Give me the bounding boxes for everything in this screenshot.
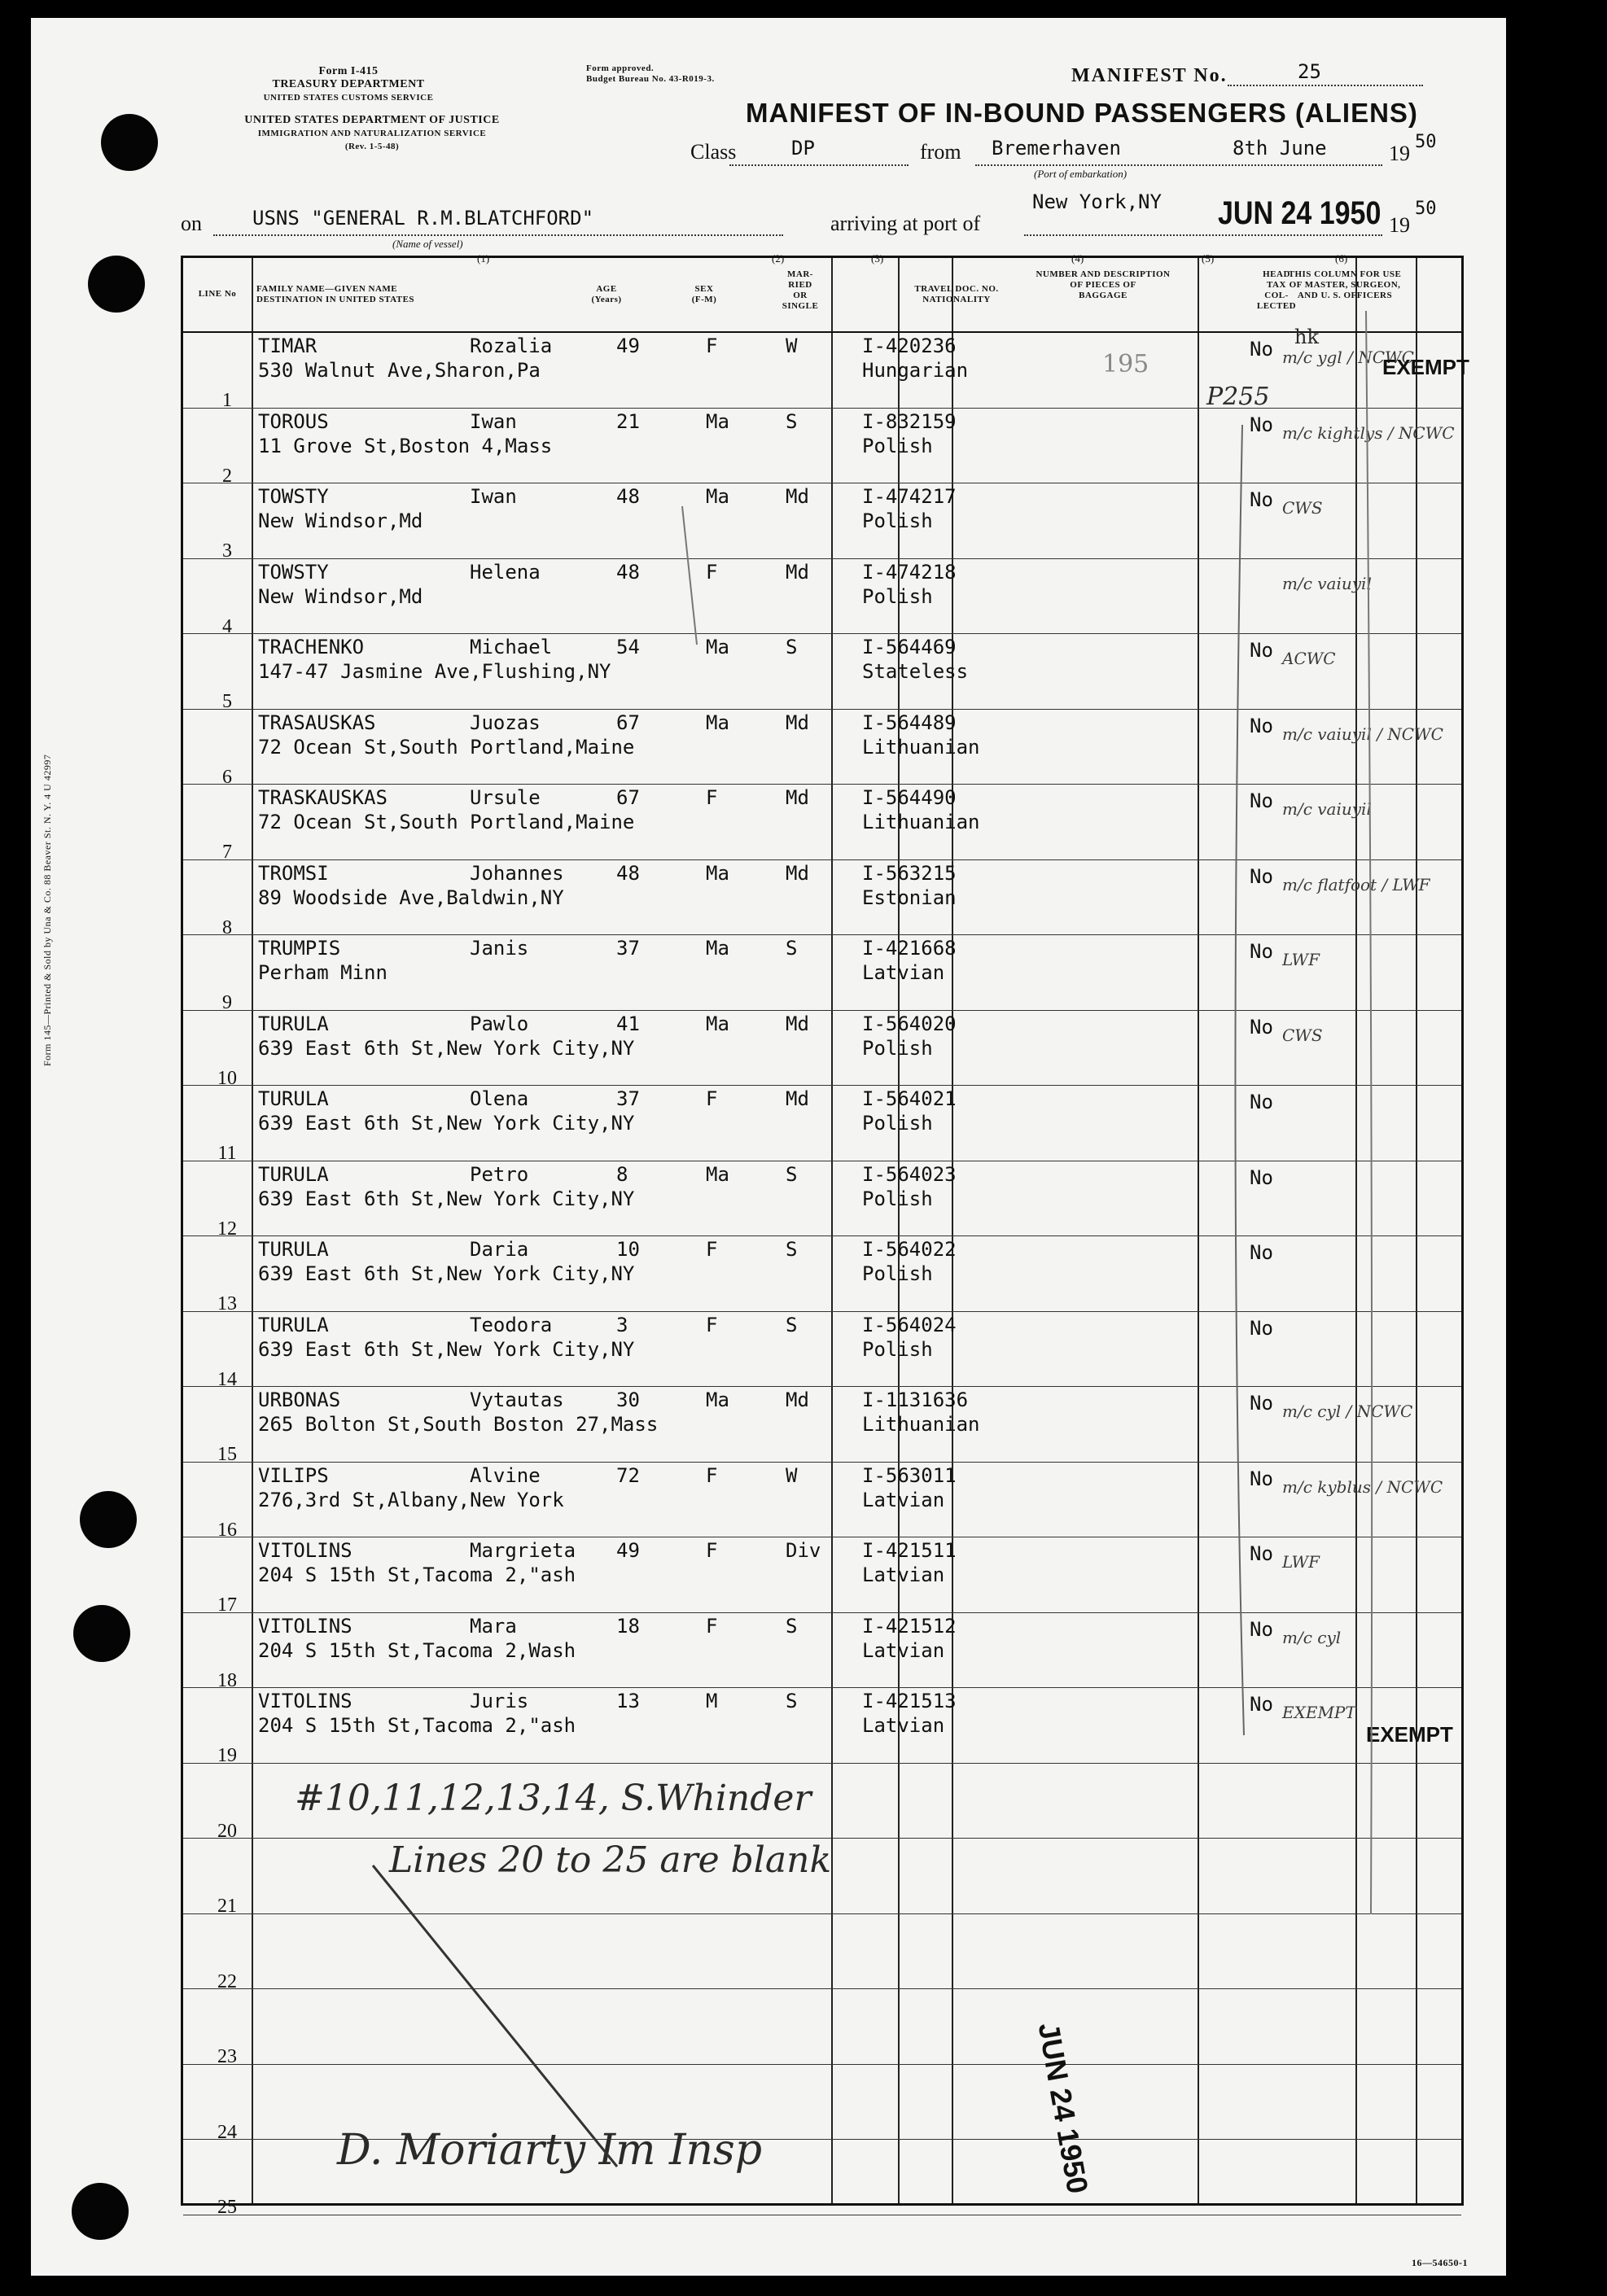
marital-status: Md [786, 786, 809, 809]
departure-date: 8th June [1233, 137, 1327, 160]
officer-note: EXEMPT [1282, 1703, 1356, 1722]
from-value: Bremerhaven [992, 137, 1121, 160]
code-p: P255 [1206, 383, 1270, 411]
head-tax: No [1250, 1392, 1273, 1415]
nationality: Latvian [862, 1488, 945, 1511]
manifest-page [31, 18, 1506, 2276]
col-header-name: FAMILY NAME—GIVEN NAME DESTINATION IN UNITED STATES [256, 284, 415, 304]
printer-imprint: Form 145—Printed & Sold by Una & Co. 88 Beaver St. N. Y. 4 U 42997 [42, 754, 53, 1066]
given-name: Daria [470, 1238, 529, 1261]
age: 48 [616, 485, 640, 508]
col-num-2: (2) [772, 252, 785, 265]
marital-status: S [786, 1614, 798, 1638]
baggage-number: 195 [1102, 350, 1149, 378]
line-number: 7 [222, 842, 232, 863]
sex: F [706, 1087, 718, 1110]
year-prefix: 19 [1389, 142, 1410, 165]
exempt-stamp: EXEMPT [1382, 355, 1469, 379]
officer-note: m/c vaiuyil [1282, 799, 1372, 819]
age: 67 [616, 786, 640, 809]
marital-status: W [786, 335, 798, 357]
arrival-year-prefix: 19 [1389, 213, 1410, 237]
sex: Ma [706, 711, 729, 734]
hk-mark: hk [1294, 326, 1319, 348]
officer-note: CWS [1282, 498, 1323, 518]
destination: 11 Grove St,Boston 4,Mass [258, 434, 553, 457]
port-embark-note: (Port of embarkation) [1034, 168, 1128, 180]
sex: M [706, 1690, 718, 1712]
travel-doc-number: I-1131636 [862, 1389, 969, 1411]
col-num-1: (1) [477, 252, 490, 265]
given-name: Iwan [470, 409, 517, 433]
destination: 265 Bolton St,South Boston 27,Mass [258, 1413, 659, 1436]
family-name: TURULA [258, 1162, 329, 1186]
travel-doc-number: I-421511 [862, 1539, 957, 1562]
line-number: 25 [217, 2197, 237, 2218]
given-name: Juris [470, 1690, 529, 1712]
nationality: Polish [862, 509, 933, 532]
col-header-married: MAR- RIED OR SINGLE [782, 269, 819, 311]
destination: New Windsor,Md [258, 584, 423, 608]
line-number: 23 [217, 2046, 237, 2067]
head-tax: No [1250, 789, 1273, 812]
age: 8 [616, 1162, 628, 1186]
marital-status: Md [786, 1087, 809, 1110]
marital-status: Md [786, 1012, 809, 1035]
sex: Ma [706, 1012, 729, 1035]
class-value: DP [791, 137, 815, 160]
given-name: Teodora [470, 1313, 553, 1336]
nationality: Polish [862, 1112, 933, 1135]
family-name: VITOLINS [258, 1614, 352, 1638]
sex: Ma [706, 1389, 729, 1411]
col-num-3: (3) [871, 252, 884, 265]
sex: Ma [706, 409, 729, 433]
age: 10 [616, 1238, 640, 1261]
pencil-marks [31, 18, 1506, 2276]
age: 30 [616, 1389, 640, 1411]
family-name: TROMSI [258, 861, 329, 885]
given-name: Helena [470, 560, 541, 584]
vessel-name: USNS "GENERAL R.M.BLATCHFORD" [252, 207, 594, 230]
marital-status: W [786, 1463, 798, 1487]
head-tax: No [1250, 413, 1273, 436]
sex: F [706, 560, 718, 584]
col-num-5: (5) [1202, 252, 1215, 265]
nationality: Lithuanian [862, 735, 980, 759]
line-number: 18 [217, 1669, 237, 1691]
travel-doc-number: I-564023 [862, 1162, 957, 1186]
travel-doc-number: I-563011 [862, 1463, 957, 1487]
marital-status: Md [786, 711, 809, 734]
family-name: TOROUS [258, 409, 329, 433]
given-name: Olena [470, 1087, 529, 1110]
travel-doc-number: I-564490 [862, 786, 957, 809]
family-name: TRASKAUSKAS [258, 786, 388, 809]
nationality: Latvian [862, 1714, 945, 1737]
family-name: TRASAUSKAS [258, 711, 376, 734]
sex: F [706, 1238, 718, 1261]
line-number: 6 [222, 766, 232, 788]
customs-service: UNITED STATES CUSTOMS SERVICE [263, 93, 434, 103]
nationality: Hungarian [862, 359, 969, 382]
line-number: 24 [217, 2121, 237, 2143]
nationality: Latvian [862, 961, 945, 984]
destination: 639 East 6th St,New York City,NY [258, 1112, 635, 1135]
manifest-label: MANIFEST No. [1071, 65, 1228, 86]
col-header-travel: TRAVEL DOC. NO. NATIONALITY [914, 284, 999, 304]
given-name: Mara [470, 1614, 517, 1638]
age: 54 [616, 636, 640, 658]
budget-bureau: Budget Bureau No. 43-R019-3. [586, 74, 715, 84]
marital-status: Md [786, 485, 809, 508]
age: 49 [616, 1539, 640, 1562]
exempt-stamp: EXEMPT [1366, 1722, 1453, 1747]
head-tax: No [1250, 488, 1273, 511]
arrival-date-stamp: JUN 24 1950 [1218, 195, 1381, 231]
col-header-line: LINE No [198, 289, 237, 299]
travel-doc-number: I-564489 [862, 711, 957, 734]
vessel-note: (Name of vessel) [392, 238, 463, 250]
travel-doc-number: I-563215 [862, 861, 957, 885]
given-name: Pawlo [470, 1012, 529, 1035]
nationality: Latvian [862, 1563, 945, 1586]
nationality: Polish [862, 1337, 933, 1361]
head-tax: No [1250, 639, 1273, 662]
age: 48 [616, 861, 640, 885]
form-approved: Form approved. [586, 63, 655, 73]
line-number: 20 [217, 1820, 237, 1842]
travel-doc-number: I-564022 [862, 1238, 957, 1261]
age: 18 [616, 1614, 640, 1638]
head-tax: No [1250, 338, 1273, 361]
nationality: Polish [862, 1036, 933, 1060]
travel-doc-number: I-474217 [862, 485, 957, 508]
handwritten-line20: #10,11,12,13,14, S.Whinder [295, 1778, 812, 1819]
family-name: VITOLINS [258, 1690, 352, 1712]
col-num-6: (6) [1335, 252, 1348, 265]
sex: Ma [706, 861, 729, 885]
line-number: 8 [222, 916, 232, 938]
officer-note: LWF [1282, 950, 1320, 969]
arrival-port: New York,NY [1032, 190, 1162, 213]
officer-note: m/c kyblus / NCWC [1282, 1476, 1443, 1497]
travel-doc-number: I-564469 [862, 636, 957, 658]
age: 37 [616, 937, 640, 960]
col-header-baggage: NUMBER AND DESCRIPTION OF PIECES OF BAGGAGE [1036, 269, 1171, 300]
marital-status: S [786, 409, 798, 433]
family-name: TURULA [258, 1313, 329, 1336]
sex: F [706, 1463, 718, 1487]
destination: New Windsor,Md [258, 509, 423, 532]
given-name: Vytautas [470, 1389, 564, 1411]
given-name: Ursule [470, 786, 541, 809]
head-tax: No [1250, 1316, 1273, 1340]
line-number: 2 [222, 465, 232, 487]
manifest-number: 25 [1298, 60, 1321, 83]
handwritten-line21: Lines 20 to 25 are blank [389, 1839, 832, 1881]
given-name: Petro [470, 1162, 529, 1186]
sex: Ma [706, 1162, 729, 1186]
marital-status: S [786, 1162, 798, 1186]
destination: 89 Woodside Ave,Baldwin,NY [258, 886, 564, 909]
head-tax: No [1250, 1015, 1273, 1039]
travel-doc-number: I-564024 [862, 1313, 957, 1336]
sex: Ma [706, 485, 729, 508]
treasury-dept: TREASURY DEPARTMENT [272, 78, 425, 90]
destination: 530 Walnut Ave,Sharon,Pa [258, 359, 541, 382]
line-number: 14 [217, 1368, 237, 1390]
officer-note: m/c ygl / NCWC [1282, 348, 1414, 367]
given-name: Johannes [470, 861, 564, 885]
destination: 204 S 15th St,Tacoma 2,Wash [258, 1638, 576, 1662]
col-num-4: (4) [1071, 252, 1084, 265]
form-number: Form I-415 [318, 65, 379, 77]
age: 48 [616, 560, 640, 584]
age: 21 [616, 409, 640, 433]
nationality: Lithuanian [862, 811, 980, 833]
officer-note: CWS [1282, 1025, 1323, 1045]
sex: F [706, 786, 718, 809]
marital-status: Md [786, 861, 809, 885]
travel-doc-number: I-420236 [862, 335, 957, 357]
given-name: Janis [470, 937, 529, 960]
line-number: 22 [217, 1970, 237, 1992]
line-number: 19 [217, 1745, 237, 1766]
destination: 639 East 6th St,New York City,NY [258, 1187, 635, 1210]
destination: 147-47 Jasmine Ave,Flushing,NY [258, 660, 611, 683]
travel-doc-number: I-421512 [862, 1614, 957, 1638]
line-number: 5 [222, 691, 232, 712]
family-name: TURULA [258, 1087, 329, 1110]
line-number: 4 [222, 615, 232, 637]
given-name: Michael [470, 636, 553, 658]
travel-doc-number: I-421668 [862, 937, 957, 960]
travel-doc-number: I-474218 [862, 560, 957, 584]
destination: 204 S 15th St,Tacoma 2,"ash [258, 1563, 576, 1586]
head-tax: No [1250, 1467, 1273, 1490]
officer-note: LWF [1282, 1552, 1320, 1572]
given-name: Rozalia [470, 335, 553, 357]
col-header-age: AGE (Years) [591, 284, 622, 304]
sex: F [706, 1614, 718, 1638]
nationality: Polish [862, 1187, 933, 1210]
arriving-label: arriving at port of [830, 212, 981, 235]
line-number: 3 [222, 540, 232, 562]
marital-status: Md [786, 560, 809, 584]
age: 49 [616, 335, 640, 357]
nationality: Stateless [862, 660, 969, 683]
line-number: 1 [222, 390, 232, 411]
sex: Ma [706, 636, 729, 658]
travel-doc-number: I-564021 [862, 1087, 957, 1110]
officer-note: m/c kightlys / NCWC [1282, 422, 1455, 443]
given-name: Alvine [470, 1463, 541, 1487]
sex: F [706, 335, 718, 357]
nationality: Polish [862, 434, 933, 457]
family-name: TURULA [258, 1012, 329, 1035]
sex: F [706, 1313, 718, 1336]
nationality: Polish [862, 1262, 933, 1285]
nationality: Estonian [862, 886, 957, 909]
travel-doc-number: I-832159 [862, 409, 957, 433]
destination: Perham Minn [258, 961, 388, 984]
family-name: TOWSTY [258, 485, 329, 508]
marital-status: Md [786, 1389, 809, 1411]
revision: (Rev. 1-5-48) [344, 142, 400, 151]
line-number: 10 [217, 1067, 237, 1089]
travel-doc-number: I-421513 [862, 1690, 957, 1712]
given-name: Iwan [470, 485, 517, 508]
age: 67 [616, 711, 640, 734]
from-label: from [920, 140, 961, 164]
line-number: 9 [222, 992, 232, 1013]
destination: 72 Ocean St,South Portland,Maine [258, 811, 635, 833]
given-name: Juozas [470, 711, 541, 734]
age: 72 [616, 1463, 640, 1487]
head-tax: No [1250, 1165, 1273, 1189]
given-name: Margrieta [470, 1539, 576, 1562]
marital-status: Div [786, 1539, 821, 1562]
nationality: Latvian [862, 1638, 945, 1662]
head-tax: No [1250, 1091, 1273, 1113]
destination: 639 East 6th St,New York City,NY [258, 1337, 635, 1361]
officer-note: m/c flatfoot / LWF [1282, 874, 1430, 894]
officer-note: m/c vaiuyil [1282, 573, 1372, 593]
officer-note: m/c vaiuyil / NCWC [1282, 724, 1443, 744]
travel-doc-number: I-564020 [862, 1012, 957, 1035]
line-number: 17 [217, 1594, 237, 1616]
line-number: 16 [217, 1519, 237, 1541]
family-name: TIMAR [258, 335, 317, 357]
age: 41 [616, 1012, 640, 1035]
officer-note: ACWC [1282, 649, 1336, 668]
head-tax: No [1250, 1617, 1273, 1641]
destination: 639 East 6th St,New York City,NY [258, 1262, 635, 1285]
arrival-year-suffix: 50 [1415, 199, 1437, 219]
head-tax: No [1250, 714, 1273, 737]
family-name: TOWSTY [258, 560, 329, 584]
destination: 72 Ocean St,South Portland,Maine [258, 735, 635, 759]
footer-code: 16—54650-1 [1412, 2257, 1468, 2268]
age: 13 [616, 1690, 640, 1712]
family-name: TRUMPIS [258, 937, 341, 960]
line-number: 15 [217, 1444, 237, 1465]
head-tax: No [1250, 1693, 1273, 1716]
col-header-headtax: HEAD TAX COL- LECTED [1256, 269, 1297, 311]
on-label: on [181, 212, 202, 235]
officer-note: m/c cyl / NCWC [1282, 1402, 1413, 1421]
age: 37 [616, 1087, 640, 1110]
line-number: 21 [217, 1896, 237, 1917]
family-name: VILIPS [258, 1463, 329, 1487]
head-tax: No [1250, 1542, 1273, 1565]
family-name: VITOLINS [258, 1539, 352, 1562]
marital-status: S [786, 1690, 798, 1712]
col-header-officers: THIS COLUMN FOR USE OF MASTER, SURGEON, AND U. S. OFFICERS [1288, 269, 1402, 300]
family-name: URBONAS [258, 1389, 341, 1411]
date-stamp: JUN 24 1950 [1031, 2020, 1095, 2197]
destination: 276,3rd St,Albany,New York [258, 1488, 564, 1511]
nationality: Lithuanian [862, 1413, 980, 1436]
nationality: Polish [862, 584, 933, 608]
destination: 204 S 15th St,Tacoma 2,"ash [258, 1714, 576, 1737]
line-number: 12 [217, 1218, 237, 1240]
inspector-signature: D. Moriarty Im Insp [337, 2126, 762, 2175]
line-number: 11 [217, 1143, 237, 1164]
line-number: 13 [217, 1293, 237, 1314]
officer-note: m/c cyl [1282, 1627, 1342, 1647]
marital-status: S [786, 937, 798, 960]
destination: 639 East 6th St,New York City,NY [258, 1036, 635, 1060]
marital-status: S [786, 1238, 798, 1261]
justice-dept: UNITED STATES DEPARTMENT OF JUSTICE [244, 114, 500, 126]
age: 3 [616, 1313, 628, 1336]
head-tax: No [1250, 864, 1273, 888]
col-header-sex: SEX (F-M) [691, 284, 717, 304]
marital-status: S [786, 1313, 798, 1336]
class-label: Class [690, 140, 737, 164]
manifest-title: MANIFEST OF IN-BOUND PASSENGERS (ALIENS) [746, 98, 1418, 128]
marital-status: S [786, 636, 798, 658]
sex: Ma [706, 937, 729, 960]
family-name: TRACHENKO [258, 636, 365, 658]
head-tax: No [1250, 1241, 1273, 1264]
sex: F [706, 1539, 718, 1562]
family-name: TURULA [258, 1238, 329, 1261]
year-suffix: 50 [1415, 132, 1437, 152]
head-tax: No [1250, 940, 1273, 963]
ins-service: IMMIGRATION AND NATURALIZATION SERVICE [257, 129, 487, 138]
